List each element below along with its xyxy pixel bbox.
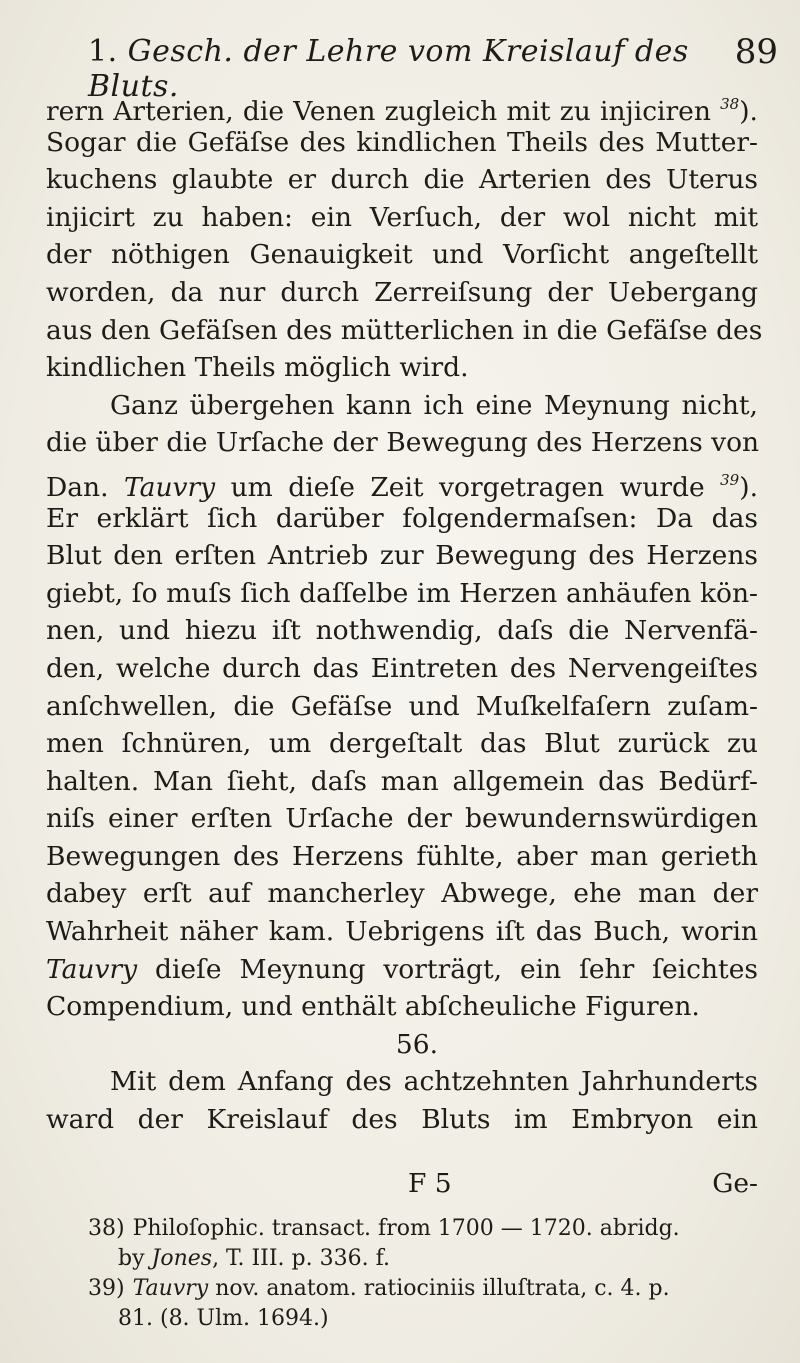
- text-line: giebt, ſo muſs ſich daſſelbe im Herzen anhäufen kön-: [46, 577, 758, 609]
- text-line: Er erklärt ſich darüber folgendermaſsen: Da das: [46, 502, 758, 534]
- text-line: halten. Man ſieht, daſs man allgemein das Bedürf-: [46, 765, 758, 797]
- author-name: Tauvry: [46, 953, 138, 985]
- footnote-ref-39[interactable]: 39: [720, 470, 740, 489]
- text-line: Blut den erſten Antrieb zur Bewegung des Herzens: [46, 540, 758, 572]
- text-span: nov. anatom. ratiociniis illuſtrata, c. 4. p.: [215, 1276, 670, 1301]
- text-line: [46, 951, 758, 989]
- text-line: aus den Gefäſsen des mütterlichen in die Gefäſse des: [46, 314, 763, 346]
- text-span: ).: [739, 471, 758, 503]
- footnote-38: [88, 1214, 764, 1244]
- text-span: dieſe Meynung vorträgt, ein ſehr ſeichtes: [154, 953, 758, 985]
- text-line: ward der Kreislauf des Bluts im Embryon ein: [46, 1104, 758, 1136]
- footnotes: [88, 1214, 764, 1334]
- running-head-number: 1.: [88, 34, 118, 69]
- author-name: Jones: [151, 1246, 213, 1271]
- section-number: 56.: [395, 1028, 439, 1060]
- text-line: kindlichen Theils möglich wird.: [46, 352, 469, 384]
- text-line: [46, 462, 758, 503]
- body-text: [46, 86, 763, 1139]
- text-span: rern Arterien, die Venen zugleich mit zu injiciren: [46, 96, 711, 127]
- text-line: dabey erſt auf mancherley Abwege, ehe man der: [46, 878, 758, 910]
- text-line: [46, 86, 758, 127]
- text-line: der nöthigen Genauigkeit und Vorſicht angeſtellt: [46, 239, 758, 271]
- text-line: anſchwellen, die Gefäſse und Muſkelfaſern zuſam-: [46, 690, 758, 722]
- text-span: um dieſe Zeit vorgetragen wurde: [230, 471, 705, 503]
- text-span: Philoſophic. transact. from 1700 — 1720. abridg.: [132, 1216, 680, 1241]
- footnote-39: [88, 1274, 764, 1304]
- text-line: den, welche durch das Eintreten des Nervengeiſtes: [46, 652, 758, 684]
- text-line: Mit dem Anfang des achtzehnten Jahrhunderts: [110, 1066, 758, 1098]
- text-span: Dan.: [46, 471, 109, 503]
- text-line: Bewegungen des Herzens fühlte, aber man gerieth: [46, 840, 758, 872]
- text-line: nen, und hiezu iſt nothwendig, daſs die Nervenfä-: [46, 615, 758, 647]
- catchword: Ge-: [712, 1168, 758, 1199]
- author-name: Tauvry: [124, 471, 216, 503]
- text-span: , T. III. p. 336. f.: [212, 1246, 390, 1271]
- text-line: die über die Urſache der Bewegung des Herzens von: [46, 427, 760, 459]
- footnote-38-continued: [88, 1244, 764, 1274]
- footnote-marker: 38): [88, 1216, 125, 1241]
- text-span: by: [118, 1246, 145, 1271]
- text-line: injicirt zu haben: ein Verſuch, der wol nicht mit: [46, 201, 758, 233]
- text-span: ).: [739, 96, 758, 127]
- text-line: kuchens glaubte er durch die Arterien des Uterus: [46, 164, 758, 196]
- footnote-marker: 39): [88, 1276, 125, 1301]
- footnote-39-continued: 81. (8. Ulm. 1694.): [118, 1306, 329, 1331]
- text-line: Wahrheit näher kam. Uebrigens iſt das Buch, worin: [46, 916, 758, 948]
- text-line: worden, da nur durch Zerreiſsung der Uebergang: [46, 276, 758, 308]
- author-name: Tauvry: [132, 1276, 209, 1301]
- signature-line: [46, 1168, 758, 1208]
- text-line: Compendium, und enthält abſcheuliche Figuren.: [46, 991, 700, 1023]
- text-line: niſs einer erſten Urſache der bewundernswürdigen: [46, 803, 758, 835]
- running-head-title: Gesch. der Lehre vom Kreislauf des Bluts.: [88, 34, 689, 104]
- page-number: 89: [734, 32, 778, 72]
- text-line: Ganz übergehen kann ich eine Meynung nicht,: [110, 389, 758, 421]
- footnote-ref-38[interactable]: 38: [720, 95, 740, 113]
- signature-mark: F 5: [408, 1168, 452, 1199]
- text-line: Sogar die Gefäſse des kindlichen Theils des Mutter-: [46, 126, 758, 158]
- text-line: men ſchnüren, um dergeſtalt das Blut zurück zu: [46, 728, 758, 760]
